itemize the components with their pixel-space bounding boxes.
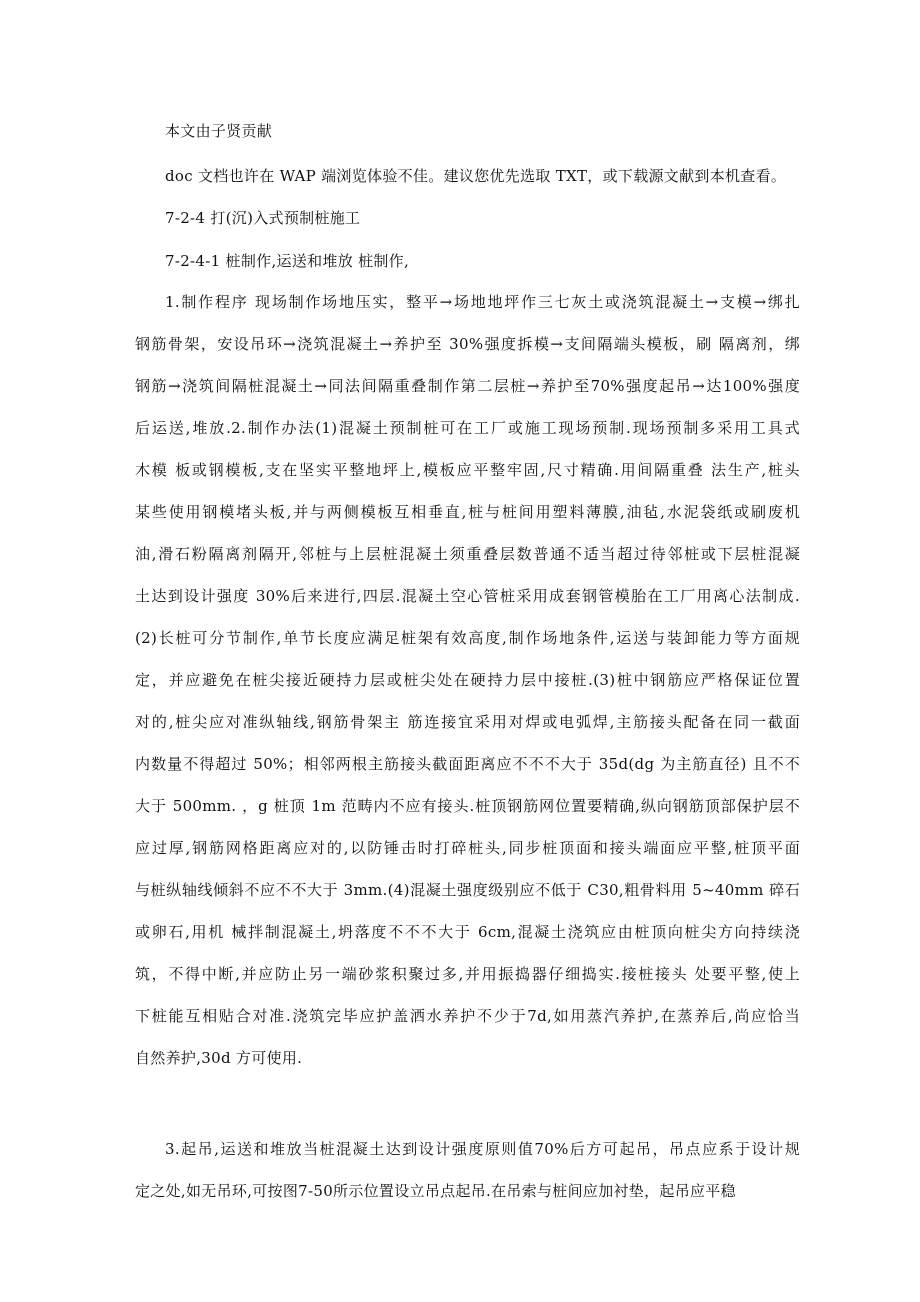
paragraph-line: 与桩纵轴线倾斜不应不不大于 3mm.(4)混凝土强度级别应不低于 C30,粗骨料用 5~40mm 碎石 (135, 881, 800, 899)
paragraph-line: 后运送,堆放.2.制作办法(1)混凝土预制桩可在工厂或施工现场预制.现场预制多采用工具式 (135, 419, 800, 437)
paragraph-line: 自然养护,30d 方可使用. (135, 1049, 303, 1067)
paragraph-line: 3.起吊,运送和堆放当桩混凝土达到设计强度原则值70%后方可起吊，吊点应系于设计规 (165, 1140, 800, 1158)
paragraph-line: 筑，不得中断,并应防止另一端砂浆积聚过多,并用振捣器仔细捣实.接桩接头 处要平整,使上 (135, 965, 800, 983)
paragraph-line: 某些使用钢模堵头板,并与两侧模板互相垂直,桩与桩间用塑料薄膜,油毡,水泥袋纸或刷废机 (135, 503, 800, 521)
paragraph-line: 油,滑石粉隔离剂隔开,邻桩与上层桩混凝土须重叠层数普通不适当超过待邻桩或下层桩混凝 (135, 545, 800, 563)
section-title: 7-2-4 打(沉)入式预制桩施工 (165, 209, 361, 227)
paragraph-line: 钢筋骨架，安设吊环→浇筑混凝土→养护至 30%强度拆模→支间隔端头模板，刷 隔离剂，绑 (135, 335, 800, 353)
paragraph-line: 1.制作程序 现场制作场地压实，整平→场地地坪作三七灰土或浇筑混凝土→支模→绑扎 (165, 293, 800, 311)
paragraph-line: 定，并应避免在桩尖接近硬持力层或桩尖处在硬持力层中接桩.(3)桩中钢筋应严格保证位置 (135, 671, 800, 689)
paragraph-line: 土达到设计强度 30%后来进行,四层.混凝土空心管桩采用成套钢管模胎在工厂用离心法制成. (135, 587, 800, 605)
paragraph-line: 应过厚,钢筋网格距离应对的,以防锤击时打碎桩头,同步桩顶面和接头端面应平整,桩顶平面 (135, 839, 800, 857)
wap-notice-line: doc 文档也许在 WAP 端浏览体验不佳。建议您优先选取 TXT，或下载源文献到本机查看。 (165, 167, 787, 185)
paragraph-line: 内数量不得超过 50%；相邻两根主筋接头截面距离应不不不大于 35d(dg 为主筋直径) 且不不 (135, 755, 800, 773)
paragraph-line: (2)长桩可分节制作,单节长度应满足桩架有效高度,制作场地条件,运送与装卸能力等方面规 (135, 629, 800, 647)
subsection-title: 7-2-4-1 桩制作,运送和堆放 桩制作, (165, 252, 410, 270)
paragraph-line: 木模 板或钢模板,支在坚实平整地坪上,模板应平整牢固,尺寸精确.用间隔重叠 法生产,桩头 (135, 461, 800, 479)
paragraph-line: 下桩能互相贴合对准.浇筑完毕应护盖洒水养护不少于7d,如用蒸汽养护,在蒸养后,尚应恰当 (135, 1007, 800, 1025)
paragraph-line: 钢筋→浇筑间隔桩混凝土→同法间隔重叠制作第二层桩→养护至70%强度起吊→达100%强度 (135, 377, 800, 395)
paragraph-line: 对的,桩尖应对准纵轴线,钢筋骨架主 筋连接宜采用对焊或电弧焊,主筋接头配备在同一截面 (135, 713, 800, 731)
paragraph-line: 大于 500mm. ，g 桩顶 1m 范畴内不应有接头.桩顶钢筋网位置要精确,纵向钢筋顶部保护层不 (135, 797, 800, 815)
paragraph-line: 定之处,如无吊环,可按图7-50所示位置设立吊点起吊.在吊索与桩间应加衬垫，起吊应平稳 (135, 1182, 736, 1200)
paragraph-line: 或卵石,用机 械拌制混凝土,坍落度不不不大于 6cm,混凝土浇筑应由桩顶向桩尖方向持续浇 (135, 923, 800, 941)
contributor-line: 本文由子贤贡献 (165, 122, 273, 140)
